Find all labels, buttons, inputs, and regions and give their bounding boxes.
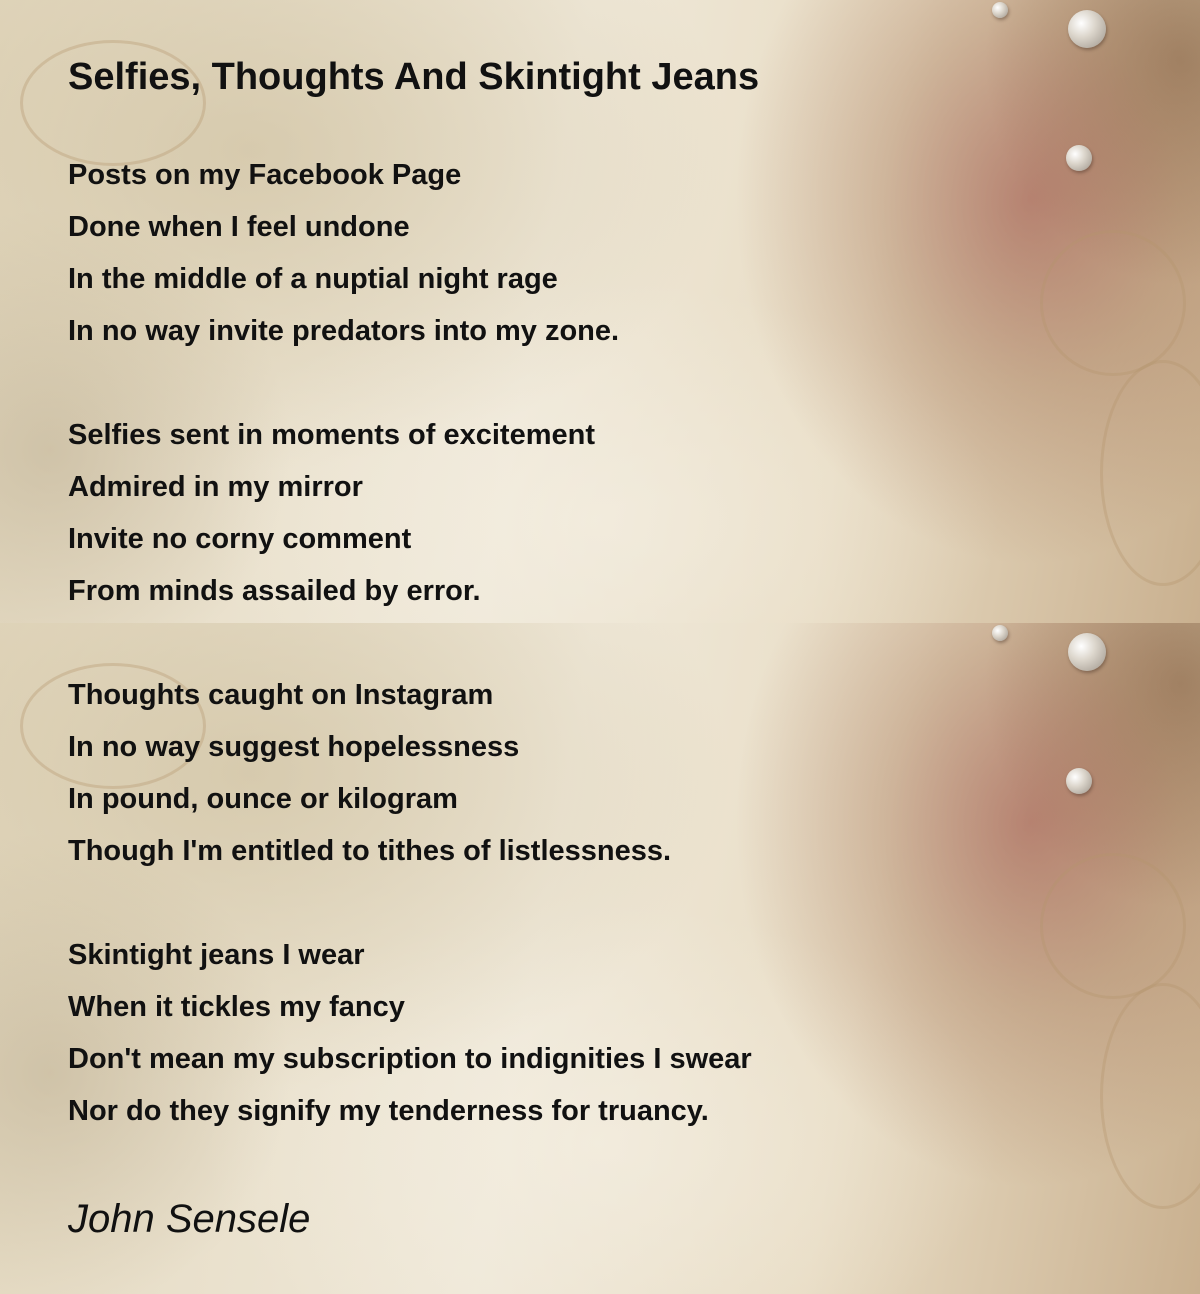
poem-line: From minds assailed by error. <box>68 575 481 607</box>
poem-line: In no way invite predators into my zone. <box>68 315 620 347</box>
poem-title: Selfies, Thoughts And Skintight Jeans <box>68 56 760 98</box>
poem-line: Nor do they signify my tenderness for truancy. <box>68 1095 709 1127</box>
poem-line: In the middle of a nuptial night rage <box>68 263 558 295</box>
poem-line: Done when I feel undone <box>68 211 410 243</box>
poem-line: Don't mean my subscription to indignities I swear <box>68 1043 752 1075</box>
poem-line: Skintight jeans I wear <box>68 939 365 971</box>
poem-author: John Sensele <box>68 1197 311 1241</box>
poem-line: In no way suggest hopelessness <box>68 731 520 763</box>
poem-line: Posts on my Facebook Page <box>68 159 462 191</box>
poem-line: Selfies sent in moments of excitement <box>68 419 595 451</box>
poem-line: When it tickles my fancy <box>68 991 405 1023</box>
poem-line: Though I'm entitled to tithes of listlessness. <box>68 835 672 867</box>
poem-line: Invite no corny comment <box>68 523 412 555</box>
poem-line: Thoughts caught on Instagram <box>68 679 494 711</box>
poem-line: In pound, ounce or kilogram <box>68 783 458 815</box>
poem-line: Admired in my mirror <box>68 471 363 503</box>
